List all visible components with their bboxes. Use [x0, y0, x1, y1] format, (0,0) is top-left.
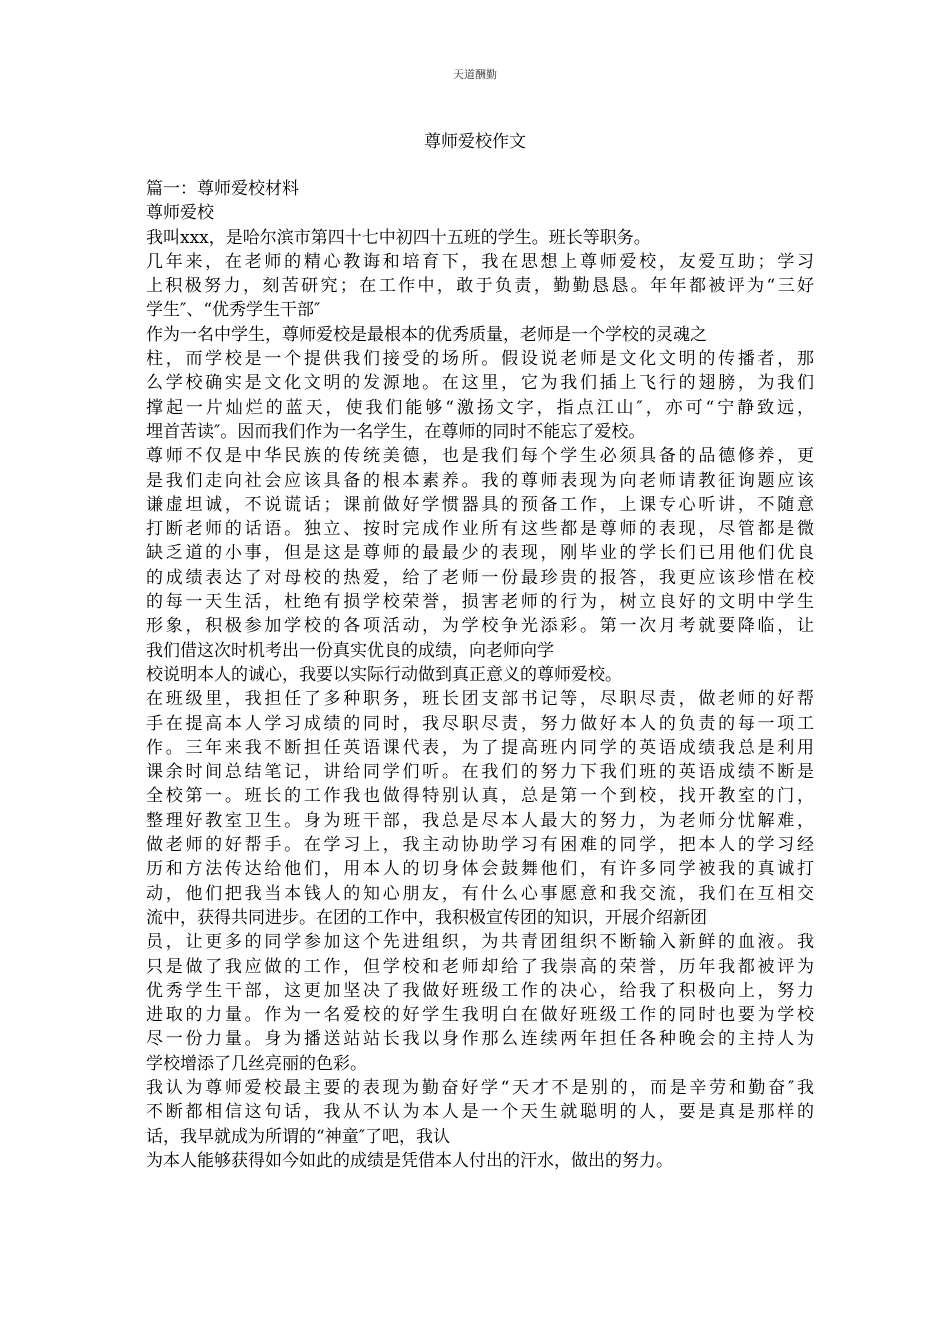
document-body	[146, 177, 814, 1173]
body-line: 作。三年来我不断担任英语课代表，为了提高班内同学的英语成绩我总是利用	[146, 737, 814, 758]
body-line: 话，我早就成为所谓的“神童″了吧，我认	[146, 1126, 451, 1147]
body-line: 校说明本人的诚心，我要以实际行动做到真正意义的尊师爱校。	[146, 664, 622, 685]
body-line: 整理好教室卫生。身为班干部，我总是尽本人最大的努力，为老师分忧解难，	[146, 810, 814, 831]
body-line: 尊师不仅是中华民族的传统美德，也是我们每个学生必须具备的品德修养，更	[146, 446, 814, 467]
body-line: 是我们走向社会应该具备的根本素养。我的尊师表现为向老师请教征询题应该	[146, 470, 814, 491]
body-line: 学生″、“优秀学生干部″	[146, 300, 321, 321]
body-line: 的每一天生活，杜绝有损学校荣誉，损害老师的行为，树立良好的文明中学生	[146, 592, 814, 613]
body-line: 我们借这次时机考出一份真实优良的成绩，向老师向学	[146, 640, 554, 661]
body-line: 么学校确实是文化文明的发源地。在这里，它为我们插上飞行的翅膀，为我们	[146, 373, 814, 394]
body-line: 全校第一。班长的工作我也做得特别认真，总是第一个到校，找开教室的门，	[146, 786, 814, 807]
body-line: 员，让更多的同学参加这个先进组织，为共青团组织不断输入新鲜的血液。我	[146, 932, 814, 953]
page-header: 天道酬勤	[453, 68, 497, 81]
body-line: 篇一：尊师爱校材料	[146, 179, 299, 199]
body-line: 谦虚坦诚，不说谎话；课前做好学惯器具的预备工作，上课专心听讲，不随意	[146, 494, 814, 515]
body-line: 柱，而学校是一个提供我们接受的场所。假设说老师是文化文明的传播者，那	[146, 349, 814, 370]
body-line: 做老师的好帮手。在学习上，我主动协助学习有困难的同学，把本人的学习经	[146, 835, 814, 856]
body-line: 上积极努力，刻苦研究；在工作中，敢于负责，勤勤恳恳。年年都被评为“三好	[146, 276, 814, 297]
body-line: 尊师爱校	[146, 203, 214, 224]
body-line: 在班级里，我担任了多种职务，班长团支部书记等，尽职尽责，做老师的好帮	[146, 689, 814, 710]
body-line: 缺乏道的小事，但是这是尊师的最最少的表现，刚毕业的学长们已用他们优良	[146, 543, 814, 564]
body-line: 进取的力量。作为一名爱校的好学生我明白在做好班级工作的同时也要为学校	[146, 1005, 814, 1026]
body-line: 几年来，在老师的精心教诲和培育下，我在思想上尊师爱校，友爱互助；学习	[146, 251, 814, 272]
body-line: 不断都相信这句话，我从不认为本人是一个天生就聪明的人，要是真是那样的	[146, 1102, 814, 1123]
body-line: 只是做了我应做的工作，但学校和老师却给了我崇高的荣誉，历年我都被评为	[146, 956, 814, 977]
body-line: 优秀学生干部，这更加坚决了我做好班级工作的决心，给我了积极向上，努力	[146, 980, 814, 1001]
body-line: 的成绩表达了对母校的热爱，给了老师一份最珍贵的报答，我更应该珍惜在校	[146, 567, 814, 588]
body-line: 撑起一片灿烂的蓝天，使我们能够“激扬文字，指点江山″，亦可“宁静致远，	[146, 397, 814, 418]
body-line: 我认为尊师爱校最主要的表现为勤奋好学“天才不是别的，而是辛劳和勤奋″我	[146, 1077, 814, 1098]
body-line: 埋首苦读″。因而我们作为一名学生，在尊师的同时不能忘了爱校。	[146, 421, 646, 442]
body-line: 形象，积极参加学校的各项活动，为学校争光添彩。第一次月考就要降临，让	[146, 616, 814, 637]
body-line: 我叫xxx，是哈尔滨市第四十七中初四十五班的学生。班长等职务。	[146, 227, 651, 248]
body-line: 流中，获得共同进步。在团的工作中，我积极宣传团的知识，开展介绍新团	[146, 907, 707, 928]
body-line: 手在提高本人学习成绩的同时，我尽职尽责，努力做好本人的负责的每一项工	[146, 713, 814, 734]
body-line: 打断老师的话语。独立、按时完成作业所有这些都是尊师的表现，尽管都是微	[146, 519, 814, 540]
document-title: 尊师爱校作文	[424, 132, 526, 152]
body-line: 历和方法传达给他们，用本人的切身体会鼓舞他们，有许多同学被我的真诚打	[146, 859, 814, 880]
body-line: 为本人能够获得如今如此的成绩是凭借本人付出的汗水，做出的努力。	[146, 1150, 673, 1171]
body-line: 课余时间总结笔记，讲给同学们听。在我们的努力下我们班的英语成绩不断是	[146, 762, 814, 783]
body-line: 作为一名中学生，尊师爱校是最根本的优秀质量，老师是一个学校的灵魂之	[146, 324, 707, 345]
body-line: 尽一份力量。身为播送站站长我以身作那么连续两年担任各种晚会的主持人为	[146, 1029, 814, 1050]
body-line: 动，他们把我当本钱人的知心朋友，有什么心事愿意和我交流，我们在互相交	[146, 883, 814, 904]
body-line: 学校增添了几丝亮丽的色彩。	[146, 1053, 367, 1074]
